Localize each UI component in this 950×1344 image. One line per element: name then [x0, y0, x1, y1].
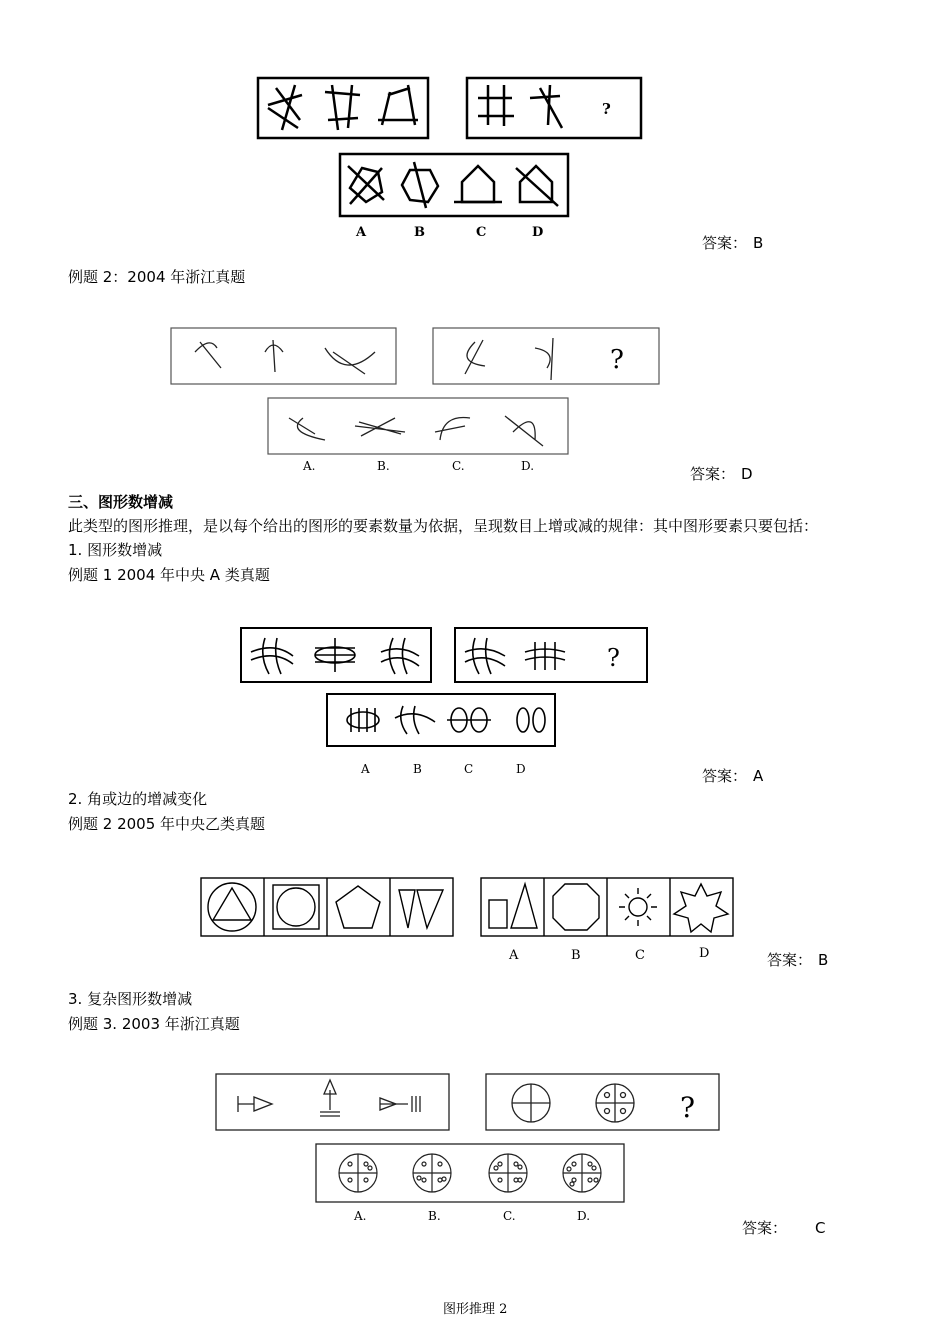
section3-sub1: 1. 图形数增减: [68, 541, 163, 559]
section3-ex1-title: 例题 1 2004 年中央 A 类真题: [68, 566, 270, 584]
svg-text:C.: C.: [452, 459, 465, 473]
section3-ex2-title: 例题 2 2005 年中央乙类真题: [68, 815, 266, 833]
svg-text:A: A: [509, 948, 519, 963]
svg-text:B: B: [571, 948, 581, 963]
section3-sub2: 2. 角或边的增减变化: [68, 790, 208, 808]
svg-text:?: ?: [602, 100, 611, 118]
svg-text:B: B: [413, 762, 422, 776]
svg-text:D.: D.: [577, 1209, 591, 1223]
section3-heading: 三、图形数增减: [68, 493, 174, 511]
example2-figure: [165, 322, 665, 477]
option-label-b: B: [414, 225, 425, 240]
option-label-a: A: [356, 225, 367, 240]
section3-ex3-figure: [210, 1068, 730, 1228]
svg-text:B.: B.: [428, 1209, 441, 1223]
svg-text:?: ?: [680, 1091, 696, 1124]
option-label-d: D: [532, 225, 544, 240]
section3-sub3: 3. 复杂图形数增减: [68, 990, 193, 1008]
svg-text:B.: B.: [377, 459, 390, 473]
answer-section3-ex1: 答案： A: [702, 767, 764, 785]
svg-text:A: A: [361, 762, 370, 776]
section3-ex2-figure: [195, 870, 740, 965]
answer-example2: 答案： D: [690, 465, 753, 483]
section3-ex1-figure: [235, 622, 655, 782]
example2-title: 例题 2：2004 年浙江真题: [68, 268, 246, 286]
page-footer: 图形推理 2: [443, 1302, 508, 1317]
answer-top: 答案： B: [702, 234, 764, 252]
answer-section3-ex3: 答案： C: [742, 1219, 826, 1237]
answer-section3-ex2: 答案： B: [767, 951, 829, 969]
section3-intro: 此类型的图形推理，是以每个给出的图形的要素数量为依据，呈现数目上增或减的规律：其中图形要素只要包括：: [68, 517, 819, 535]
svg-text:?: ?: [607, 644, 620, 672]
svg-text:A.: A.: [354, 1209, 367, 1223]
svg-text:C.: C.: [503, 1209, 516, 1223]
example2-question-mark: ?: [610, 345, 624, 375]
example-top-figure: [250, 70, 650, 245]
svg-text:D.: D.: [521, 459, 535, 473]
option-label-c: C: [476, 225, 487, 240]
svg-text:C: C: [464, 762, 474, 776]
svg-text:D: D: [699, 946, 710, 961]
section3-ex3-title: 例题 3. 2003 年浙江真题: [68, 1015, 240, 1033]
svg-text:C: C: [635, 948, 645, 963]
svg-text:A.: A.: [303, 459, 316, 473]
svg-text:D: D: [516, 762, 526, 776]
